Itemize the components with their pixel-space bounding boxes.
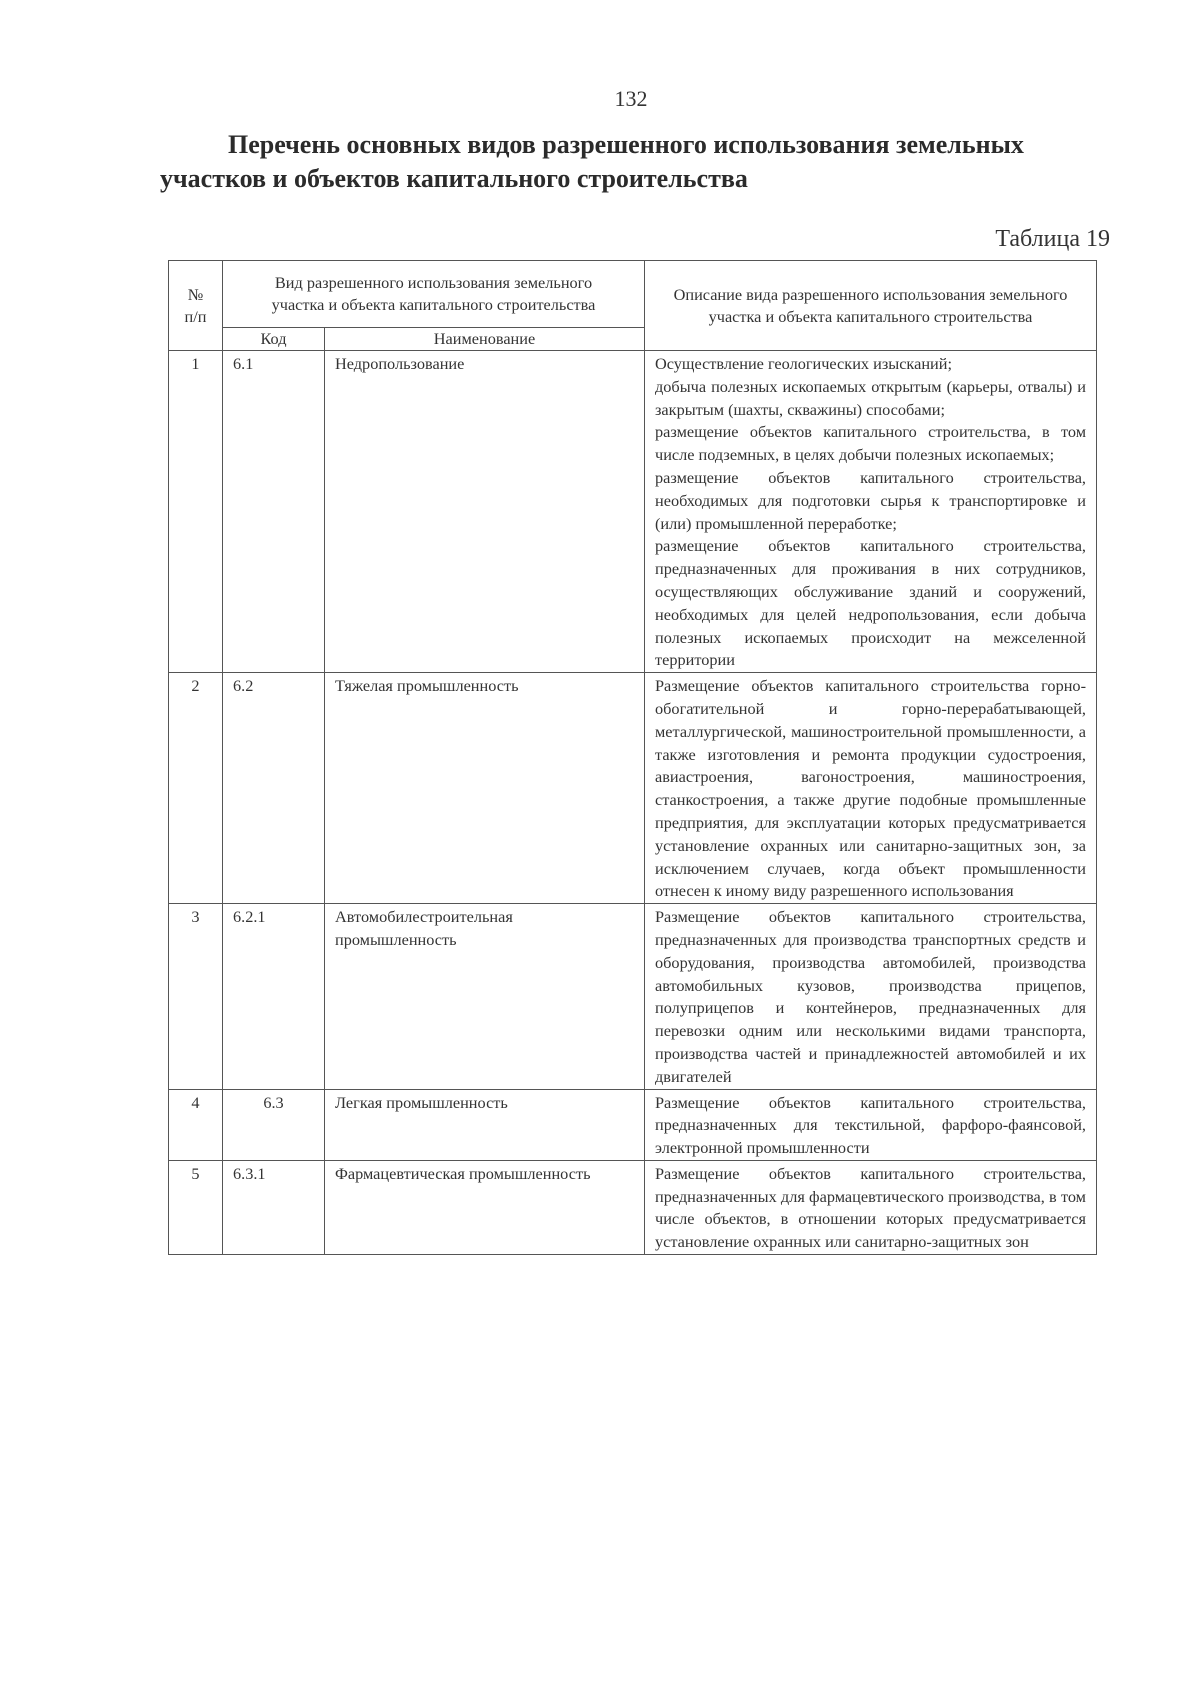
row-name: Фармацевтическая промышленность [325, 1160, 645, 1254]
description-paragraph: Размещение объектов капитального строительства горно-обогатительной и горно-перерабатывающей, металлургической, машиностроительной промышленности, а также изготовления и ремонта продукции судостроения, авиастроения, вагоностроения, машиностроения, станкостроения, а также другие подобные промышленные предприятия, для эксплуатации которых предусматривается установление охранных или санитарно-защитных зон, за исключением случаев, когда объект промышленности отнесен к иному виду разрешенного использования [655, 676, 1086, 901]
row-name: Автомобилестроительная промышленность [325, 904, 645, 1089]
description-paragraph: размещение объектов капитального строительства, необходимых для подготовки сырья к транспортировке и (или) промышленной переработке; [655, 467, 1086, 533]
row-name: Недропользование [325, 351, 645, 673]
row-description [645, 351, 1097, 673]
header-no: № п/п [169, 261, 223, 351]
description-paragraph: размещение объектов капитального строительства, предназначенных для проживания в них сотрудников, осуществляющих обслуживание зданий и сооружений, необходимых для целей недропользования, если добыча полезных ископаемых происходит на межселенной территории [655, 536, 1086, 670]
row-code: 6.2 [223, 673, 325, 904]
row-number: 1 [169, 351, 223, 673]
permitted-use-table [168, 260, 1097, 1255]
description-paragraph: размещение объектов капитального строительства, в том числе подземных, в целях добычи полезных ископаемых; [655, 422, 1086, 465]
header-name: Наименование [325, 328, 645, 351]
table-body [169, 351, 1097, 1255]
description-paragraph: Размещение объектов капитального строительства, предназначенных для текстильной, фарфоро-фаянсовой, электронной промышленности [655, 1092, 1086, 1158]
row-code: 6.3 [223, 1089, 325, 1160]
table-row [169, 351, 1097, 673]
table-row [169, 1089, 1097, 1160]
table-row [169, 904, 1097, 1089]
header-use-type-group: Вид разрешенного использования земельного участка и объекта капитального строительства [223, 261, 645, 328]
description-paragraph: Размещение объектов капитального строительства, предназначенных для производства транспортных средств и оборудования, производства автомобилей, производства автомобильных кузовов, производства прицепов, полуприцепов и контейнеров, предназначенных для перевозки одним или несколькими видами транспорта, производства частей и принадлежностей автомобилей и их двигателей [655, 907, 1086, 1086]
document-title-line-1: Перечень основных видов разрешенного использования земельных [228, 130, 1024, 159]
row-code: 6.3.1 [223, 1160, 325, 1254]
table-label: Таблица 19 [995, 226, 1110, 252]
table-header-row [169, 261, 1097, 328]
row-description [645, 904, 1097, 1089]
row-number: 5 [169, 1160, 223, 1254]
row-description [645, 673, 1097, 904]
row-name: Легкая промышленность [325, 1089, 645, 1160]
row-code: 6.1 [223, 351, 325, 673]
document-title-line-2: участков и объектов капитального строительства [160, 164, 748, 193]
header-code: Код [223, 328, 325, 351]
row-number: 2 [169, 673, 223, 904]
description-paragraph: Размещение объектов капитального строительства, предназначенных для фармацевтического производства, в том числе объектов, в отношении которых предусматривается установление охранных или санитарно-защитных зон [655, 1163, 1086, 1252]
table-row [169, 673, 1097, 904]
row-number: 3 [169, 904, 223, 1089]
row-description [645, 1089, 1097, 1160]
table-row [169, 1160, 1097, 1254]
row-code: 6.2.1 [223, 904, 325, 1089]
document-title [160, 128, 1120, 196]
header-description: Описание вида разрешенного использования земельного участка и объекта капитального строительства [645, 261, 1097, 351]
description-paragraph: добыча полезных ископаемых открытым (карьеры, отвалы) и закрытым (шахты, скважины) способами; [655, 376, 1086, 419]
page-number: 132 [614, 86, 648, 111]
row-number: 4 [169, 1089, 223, 1160]
row-name: Тяжелая промышленность [325, 673, 645, 904]
description-paragraph: Осуществление геологических изысканий; [655, 354, 952, 373]
row-description [645, 1160, 1097, 1254]
